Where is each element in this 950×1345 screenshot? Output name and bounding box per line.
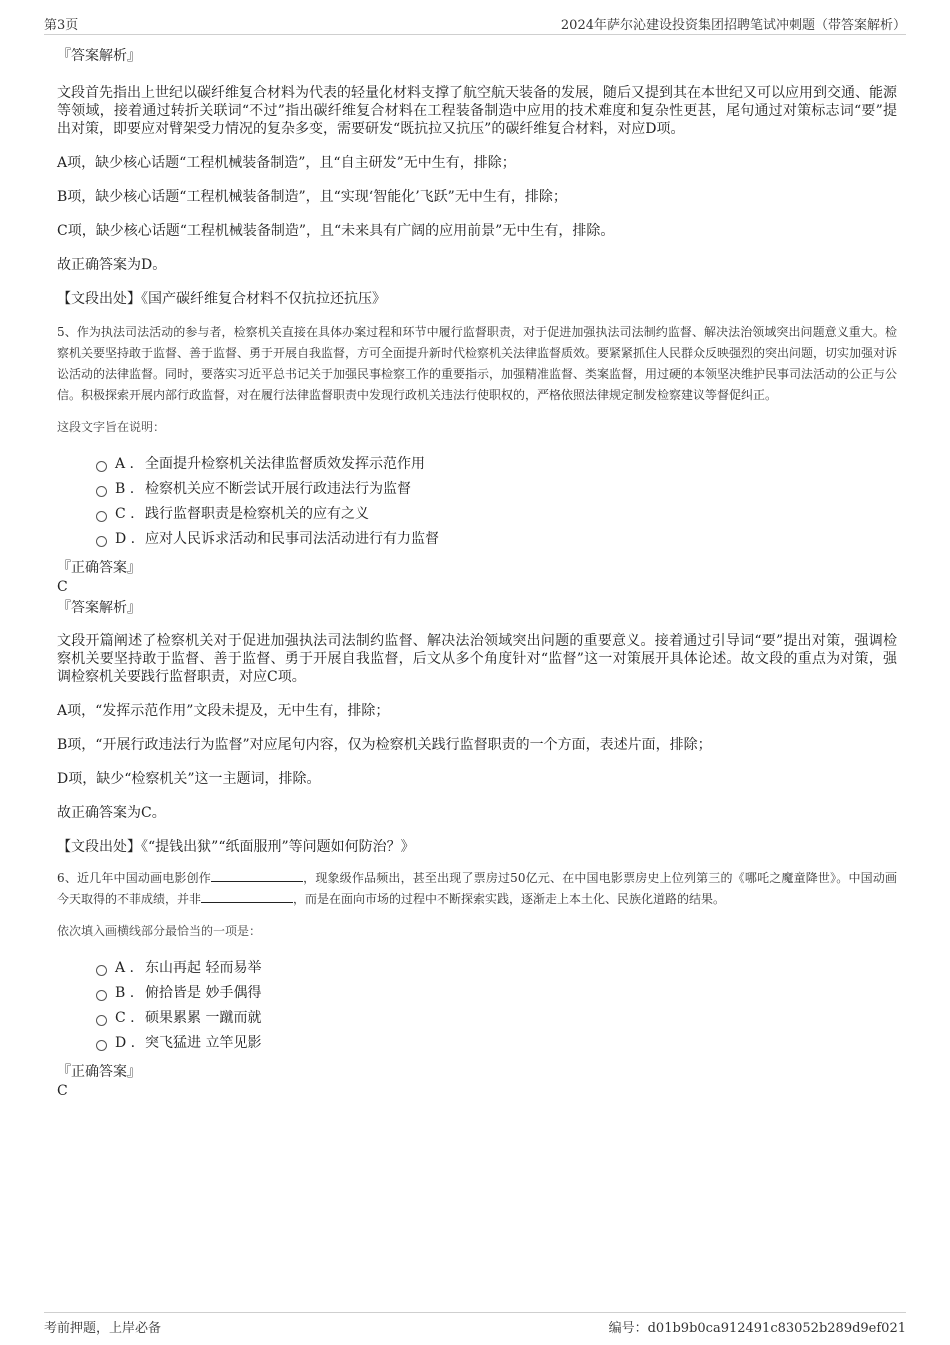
page-number: 第3页: [44, 18, 79, 33]
option-letter: A .: [115, 456, 135, 472]
radio-icon[interactable]: [96, 511, 107, 522]
q6-answer-label: 『正确答案』: [57, 1064, 141, 1080]
radio-icon[interactable]: [96, 461, 107, 472]
option-letter: B .: [115, 481, 135, 497]
document-title: 2024年萨尔沁建设投资集团招聘笔试冲刺题（带答案解析）: [560, 18, 906, 33]
option-text: 应对人民诉求活动和民事司法活动进行有力监督: [145, 531, 439, 547]
option-text: 检察机关应不断尝试开展行政违法行为监督: [145, 481, 411, 497]
option-text: 突飞猛进 立竿见影: [145, 1035, 262, 1051]
document-body: [57, 42, 897, 1100]
q5-option-d-analysis: D项，缺少“检察机关”这一主题词，排除。: [57, 771, 321, 787]
q6-text-part-1: 6、近几年中国动画电影创作: [57, 871, 211, 885]
radio-icon[interactable]: [96, 965, 107, 976]
radio-icon[interactable]: [96, 1015, 107, 1026]
q5-option-d[interactable]: [57, 527, 897, 552]
q6-option-d[interactable]: [57, 1031, 897, 1056]
option-text: 东山再起 轻而易举: [145, 960, 262, 976]
document-id: 编号：d01b9b0ca912491c83052b289d9ef021: [608, 1321, 906, 1336]
option-letter: A .: [115, 960, 135, 976]
option-letter: B .: [115, 985, 135, 1001]
radio-icon[interactable]: [96, 536, 107, 547]
q4-analysis: 文段首先指出上世纪以碳纤维复合材料为代表的轻量化材料支撑了航空航天装备的发展，随后又提到其在本世纪又可以应用到交通、能源等领域，接着通过转折关联词“不过”指出碳纤维复合材料在工程装备制造中应用的技术难度和复杂性更甚，尾句通过对策标志词“要”提出对策，即要应对臂架受力情况的复杂多变，需要研发“既抗拉又抗压”的碳纤维复合材料，对应D项。: [57, 85, 897, 137]
radio-icon[interactable]: [96, 1040, 107, 1051]
q6-options: [57, 956, 897, 1056]
q5-option-b-analysis: B项，“开展行政违法行为监督”对应尾句内容，仅为检察机关践行监督职责的一个方面，表述片面，排除；: [57, 737, 712, 753]
option-letter: D .: [115, 1035, 136, 1051]
q4-option-b-analysis: B项，缺少核心话题“工程机械装备制造”，且“实现‘智能化’飞跃”无中生有，排除；: [57, 189, 567, 205]
page-header: [44, 14, 906, 35]
q6-prompt: 依次填入画横线部分最恰当的一项是：: [57, 924, 262, 938]
footer-slogan: 考前押题，上岸必备: [44, 1321, 162, 1336]
q4-analysis-label: 『答案解析』: [57, 48, 141, 64]
option-text: 硕果累累 一蹴而就: [145, 1010, 262, 1026]
q5-conclusion: 故正确答案为C。: [57, 805, 166, 821]
q4-option-a-analysis: A项，缺少核心话题“工程机械装备制造”，且“自主研发”无中生有，排除；: [57, 155, 516, 171]
q5-options: [57, 452, 897, 552]
q6-option-a[interactable]: [57, 956, 897, 981]
q5-analysis-label: 『答案解析』: [57, 600, 141, 616]
q5-answer: C: [57, 579, 68, 595]
option-letter: C .: [115, 1010, 135, 1026]
q6-answer: C: [57, 1083, 68, 1099]
q4-option-c-analysis: C项，缺少核心话题“工程机械装备制造”，且“未来具有广阔的应用前景”无中生有，排除。: [57, 223, 615, 239]
option-text: 全面提升检察机关法律监督质效发挥示范作用: [145, 456, 425, 472]
page-footer: [44, 1312, 906, 1337]
radio-icon[interactable]: [96, 990, 107, 1001]
q5-prompt: 这段文字旨在说明：: [57, 420, 166, 434]
radio-icon[interactable]: [96, 486, 107, 497]
q5-analysis: 文段开篇阐述了检察机关对于促进加强执法司法制约监督、解决法治领域突出问题的重要意义。接着通过引导词“要”提出对策，强调检察机关要坚持敢于监督、善于监督、勇于开展自我监督，后文从多个角度针对“监督”这一对策展开具体论述。故文段的重点为对策，强调检察机关要践行监督职责，对应C项。: [57, 633, 897, 685]
q5-question-text: 5、作为执法司法活动的参与者，检察机关直接在具体办案过程和环节中履行监督职责，对于促进加强执法司法制约监督、解决法治领域突出问题意义重大。检察机关要坚持敢于监督、善于监督、勇于开展自我监督，方可全面提升新时代检察机关法律监督质效。要紧紧抓住人民群众反映强烈的突出问题，切实加强对诉讼活动的法律监督。同时，要落实习近平总书记关于加强民事检察工作的重要指示，加强精准监督、类案监督，用过硬的本领坚决维护民事司法活动的公正与公信。积极探索开展内部行政监督，对在履行法律监督职责中发现行政机关违法行使职权的，严格依照法律规定制发检察建议等督促纠正。: [57, 325, 898, 402]
q5-answer-label: 『正确答案』: [57, 560, 141, 576]
q5-option-c[interactable]: [57, 502, 897, 527]
q5-option-a[interactable]: [57, 452, 897, 477]
option-letter: D .: [115, 531, 136, 547]
q5-option-b[interactable]: [57, 477, 897, 502]
q6-option-b[interactable]: [57, 981, 897, 1006]
option-text: 践行监督职责是检察机关的应有之义: [145, 506, 369, 522]
q5-option-a-analysis: A项，“发挥示范作用”文段未提及，无中生有，排除；: [57, 703, 390, 719]
option-text: 俯拾皆是 妙手偶得: [145, 985, 262, 1001]
q6-text-part-2: ，现象级作品频出，甚至出现了票房过50亿元、在中国电影票房史上位列第三的《哪吒之魔童降世》。中国动画今天取得的不菲成绩，并非: [57, 871, 897, 906]
option-letter: C .: [115, 506, 135, 522]
q6-option-c[interactable]: [57, 1006, 897, 1031]
q4-source: 【文段出处】《国产碳纤维复合材料不仅抗拉还抗压》: [57, 291, 386, 307]
q6-question-text: [57, 868, 897, 910]
q6-text-part-3: ，而是在面向市场的过程中不断探索实践，逐渐走上本土化、民族化道路的结果。: [293, 892, 726, 906]
fill-blank-1: [211, 869, 303, 882]
q4-conclusion: 故正确答案为D。: [57, 257, 167, 273]
fill-blank-2: [201, 890, 293, 903]
q5-source: 【文段出处】《“提钱出狱”“纸面服刑”等问题如何防治？》: [57, 839, 415, 855]
